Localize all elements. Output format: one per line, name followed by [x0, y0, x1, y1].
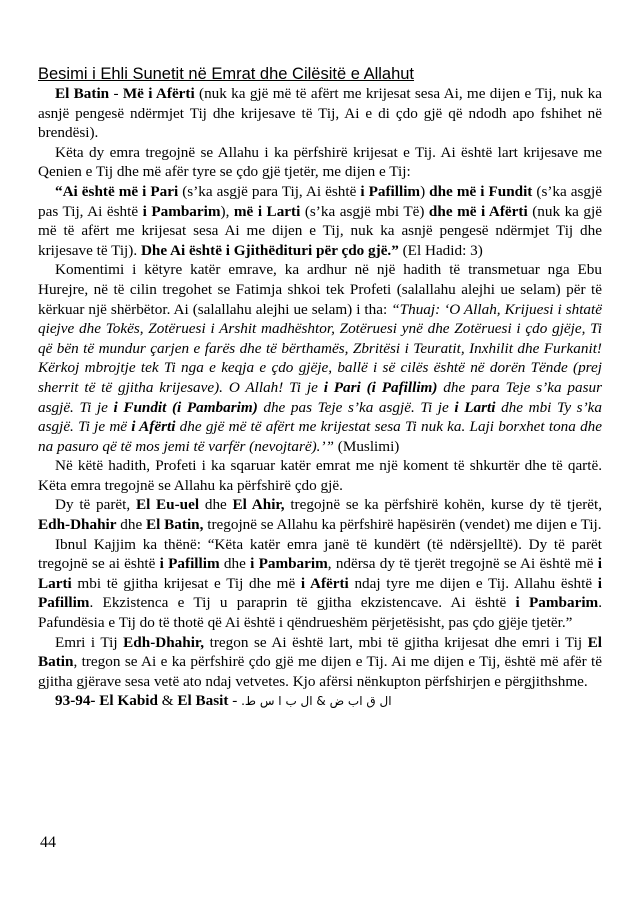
paragraph-el-batin: El Batin - Më i Afërti (nuk ka gjë më të afërt me krijesat sesa Ai, me dijen e Tij, nuk ka asnjë pengesë ndërmjet Tij dhe krijesave të Tij, Ai e di çdo gjë që ndodh apo fshihet në brendësi).: [38, 85, 602, 142]
page-header: Besimi i Ehli Sunetit në Emrat dhe Cilësitë e Allahut: [38, 65, 415, 83]
paragraph-two-names: Këta dy emra tregojnë se Allahu i ka përfshirë krijesat e Tij. Ai është lart krijesave me Qenien e Tij dhe më afër tyre se çdo gjë tjetër, me dijen e Tij:: [38, 143, 602, 181]
paragraph-hadith: Komentimi i këtyre katër emrave, ka ardhur në një hadith të transmetuar nga Ebu Hurejre, në të cilin tregohet se Fatimja shkoi tek Profeti (salallahu alejhi ue selam) për të kërkuar një shërbëtor. Ai (salallahu alejhi ue selam) i tha: “Thuaj: ‘O Allah, Krijuesi i shtatë qiejve dhe Tokës, Zotëruesi i Arshit madhështor, Zotëruesi ynë dhe Zotëruesi i çdo gjëje, Ti që bën të mundur çarjen e farës dhe të bërthamës, Zbritësi i Teuratit, Inxhilit dhe Furkanit! Kërkoj mbrojtje tek Ti nga e keqja e çdo gjëje, ballë i së cilës është në dorën Tënde (prej sherrit të të gjitha krijesave). O Allah! Ti je i Pari (i Pafillim) dhe para Teje s’ka pasur asgjë. Ti je i Fundit (i Pambarim) dhe pas Teje s’ka asgjë. Ti je i Larti dhe mbi Ty s’ka asgjë. Ti je më i Afërti dhe gjë më të afërt me krijestat sesa Ti nuk ka. Laji borxhet tona dhe na pasuro që të mos jemi të varfër (nevojtarë).’” (Muslimi): [38, 261, 603, 455]
page-content: [38, 64, 602, 712]
paragraph-time-space: Dy të parët, El Eu-uel dhe El Ahir, tregojnë se ka përfshirë kohën, kurse dy të tjerët, Edh-Dhahir dhe El Batin, tregojnë se Allahu ka përfshirë hapësirën (vendet) me dijen e Tij.: [38, 496, 603, 534]
arabic-names: ال ق اب ض & ال ب ا س ط.: [241, 694, 392, 709]
paragraph-ibnul-kajjim: Ibnul Kajjim ka thënë: “Këta katër emra janë të kundërt (të ndërsjelltë). Dy të parët tregojnë se ai është i Pafillim dhe i Pambarim, ndërsa dy të tjerët tregojnë se Ai është më i Larti mbi të gjitha krijesat e Tij dhe më i Afërti ndaj tyre me dijen e Tij. Allahu është i Pafillim. Ekzistenca e Tij u paraprin të gjitha ekzistencave. Ai është i Pambarim. Pafundësia e Tij do të thotë që Ai është i qëndrueshëm përjetësisht, pas çdo gjëje tjetër.”: [38, 535, 602, 632]
page-number: 44: [40, 834, 56, 851]
paragraph-edh-dhahir: Emri i Tij Edh-Dhahir, tregon se Ai është lart, mbi të gjitha krijesat dhe emri i Tij El Batin, tregon se Ai e ka përfshirë çdo gjë me dijen e Tij. Ai me dijen e Tij, është më afër të gjitha gjërave sesa vetë ato ndaj vetvetes. Kjo afërsi nënkupton përfshirjen e përgjithshme.: [38, 633, 602, 690]
paragraph-quran-verse: “Ai është më i Pari (s’ka asgjë para Tij, Ai është i Pafillim) dhe më i Fundit (s’ka asgjë pas Tij, Ai është i Pambarim), më i Larti (s’ka asgjë mbi Të) dhe më i Afërti (nuk ka gjë më të afërt me krijesat sesa Ai me dijen e Tij, nuk ka asnjë pengesë ndërmjet Tij dhe krijesave të Tij). Dhe Ai është i Gjithëdituri për çdo gjë.” (El Hadid: 3): [38, 182, 602, 259]
paragraph-el-kabid-el-basit: 93-94- El Kabid & El Basit - ال ق اب ض & ال ب ا س ط.: [55, 692, 392, 710]
paragraph-hadith-comment: Në këtë hadith, Profeti i ka sqaruar katër emrat me një koment të shkurtër dhe të qartë. Këta emra tregojnë se Allahu ka përfshirë çdo gjë.: [38, 457, 602, 494]
term-el-batin: El Batin: [55, 85, 110, 102]
